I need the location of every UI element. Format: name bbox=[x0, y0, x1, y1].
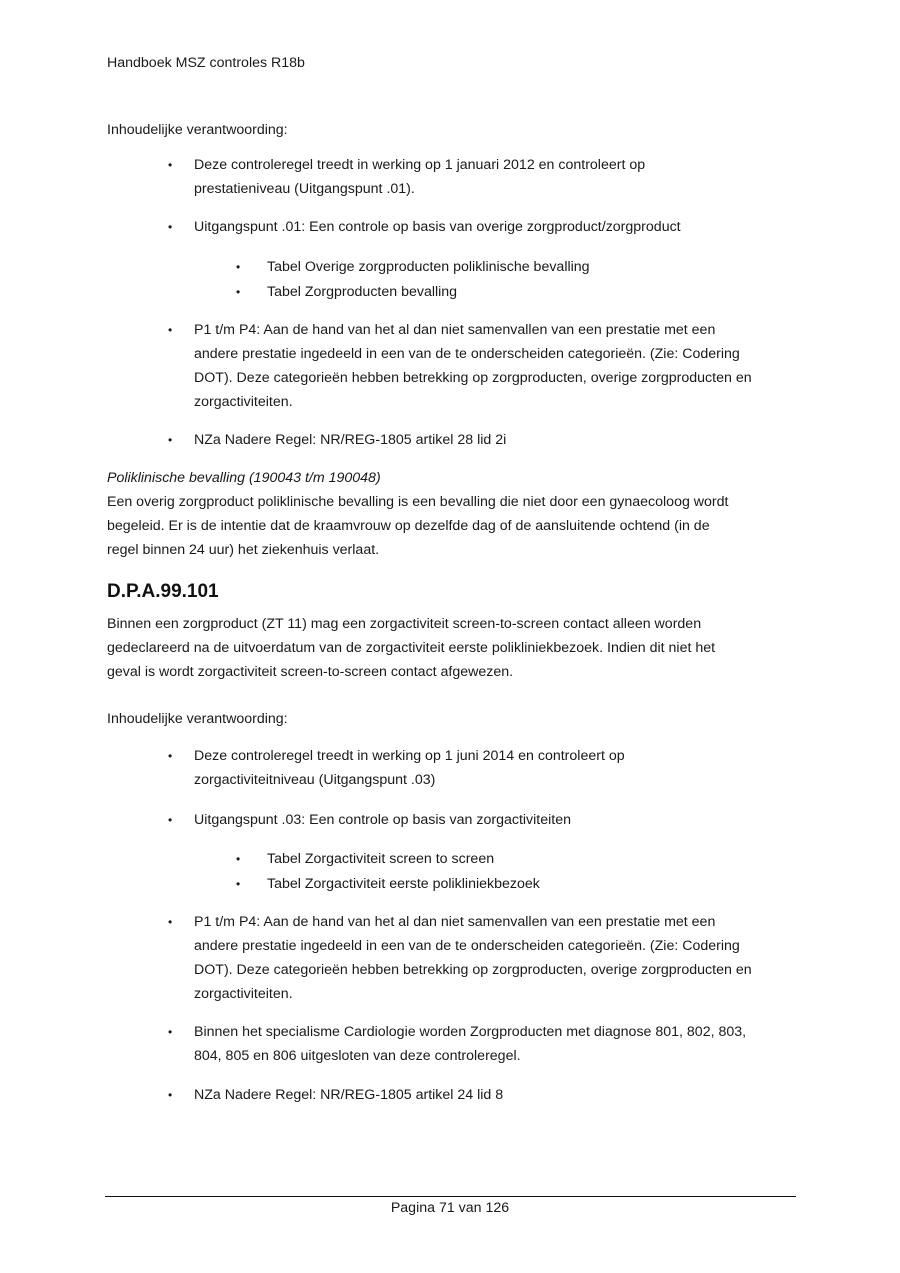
list-item bbox=[168, 808, 798, 832]
list-item bbox=[168, 910, 798, 1006]
list-item bbox=[168, 215, 798, 239]
rule-line: gedeclareerd na de uitvoerdatum van de zorgactiviteit eerste polikliniekbezoek. Indien dit niet het bbox=[107, 640, 716, 656]
sub-list-item-text: Tabel Zorgactiviteit eerste polikliniekbezoek bbox=[267, 876, 540, 892]
bullet-icon: • bbox=[236, 852, 241, 866]
list-item-text: P1 t/m P4: Aan de hand van het al dan niet samenvallen van een prestatie met een bbox=[194, 914, 716, 930]
rule-description bbox=[107, 612, 797, 684]
list-item-text: Uitgangspunt .01: Een controle op basis van overige zorgproduct/zorgproduct bbox=[194, 219, 681, 235]
bullet-icon: • bbox=[236, 285, 241, 299]
list-item-text: zorgactiviteiten. bbox=[194, 394, 293, 410]
bullet-icon: • bbox=[168, 433, 173, 447]
bullet-icon: • bbox=[236, 877, 241, 891]
list-item-text: zorgactiviteitniveau (Uitgangspunt .03) bbox=[194, 772, 436, 788]
rule-heading: D.P.A.99.101 bbox=[107, 581, 219, 602]
bullet-icon: • bbox=[168, 813, 173, 827]
list-item-text: prestatieniveau (Uitgangspunt .01). bbox=[194, 181, 415, 197]
list-item-text: zorgactiviteiten. bbox=[194, 986, 293, 1002]
list-item-text: 804, 805 en 806 uitgesloten van deze controleregel. bbox=[194, 1048, 521, 1064]
running-header: Handboek MSZ controles R18b bbox=[107, 55, 305, 71]
bullet-icon: • bbox=[168, 1025, 173, 1039]
rule-line: Binnen een zorgproduct (ZT 11) mag een zorgactiviteit screen-to-screen contact alleen worden bbox=[107, 616, 702, 632]
sub-list-item bbox=[236, 847, 796, 871]
list-item bbox=[168, 318, 798, 414]
note-paragraph bbox=[107, 490, 797, 562]
bullet-icon: • bbox=[168, 158, 173, 172]
section-label: Inhoudelijke verantwoording: bbox=[107, 122, 288, 138]
page-number: Pagina 71 van 126 bbox=[390, 1200, 510, 1216]
bullet-icon: • bbox=[168, 220, 173, 234]
sub-list-item-text: Tabel Zorgproducten bevalling bbox=[267, 284, 458, 300]
bullet-icon: • bbox=[168, 323, 173, 337]
note-line: Een overig zorgproduct poliklinische bevalling is een bevalling die niet door een gynaecoloog wordt bbox=[107, 494, 729, 510]
sub-list-item-text: Tabel Overige zorgproducten poliklinische bevalling bbox=[267, 259, 590, 275]
list-item-text: NZa Nadere Regel: NR/REG-1805 artikel 28 lid 2i bbox=[194, 432, 507, 448]
bullet-icon: • bbox=[168, 1088, 173, 1102]
list-item-text: Deze controleregel treedt in werking op 1 januari 2012 en controleert op bbox=[194, 157, 646, 173]
list-item-text: NZa Nadere Regel: NR/REG-1805 artikel 24 lid 8 bbox=[194, 1087, 504, 1103]
list-item-text: DOT). Deze categorieën hebben betrekking op zorgproducten, overige zorgproducten en bbox=[194, 962, 752, 978]
bullet-icon: • bbox=[236, 260, 241, 274]
sub-list-item bbox=[236, 255, 796, 279]
sub-list-item bbox=[236, 872, 796, 896]
rule-line: geval is wordt zorgactiviteit screen-to-screen contact afgewezen. bbox=[107, 664, 514, 680]
list-item bbox=[168, 428, 798, 452]
list-item bbox=[168, 1083, 798, 1107]
note-title: Poliklinische bevalling (190043 t/m 190048) bbox=[107, 470, 381, 486]
list-item bbox=[168, 153, 798, 201]
list-item-text: Deze controleregel treedt in werking op 1 juni 2014 en controleert op bbox=[194, 748, 625, 764]
list-item-text: DOT). Deze categorieën hebben betrekking op zorgproducten, overige zorgproducten en bbox=[194, 370, 752, 386]
list-item-text: Uitgangspunt .03: Een controle op basis van zorgactiviteiten bbox=[194, 812, 571, 828]
list-item-text: andere prestatie ingedeeld in een van de te onderscheiden categorieën. (Zie: Codering bbox=[194, 346, 740, 362]
footer-divider bbox=[105, 1196, 796, 1197]
sub-list-item-text: Tabel Zorgactiviteit screen to screen bbox=[267, 851, 495, 867]
section-label: Inhoudelijke verantwoording: bbox=[107, 711, 288, 727]
note-line: begeleid. Er is de intentie dat de kraamvrouw op dezelfde dag of de aansluitende ochtend (in de bbox=[107, 518, 710, 534]
list-item-text: andere prestatie ingedeeld in een van de te onderscheiden categorieën. (Zie: Codering bbox=[194, 938, 740, 954]
list-item bbox=[168, 1020, 798, 1068]
list-item bbox=[168, 744, 798, 792]
note-line: regel binnen 24 uur) het ziekenhuis verlaat. bbox=[107, 542, 380, 558]
bullet-icon: • bbox=[168, 915, 173, 929]
sub-list-item bbox=[236, 280, 796, 304]
list-item-text: P1 t/m P4: Aan de hand van het al dan niet samenvallen van een prestatie met een bbox=[194, 322, 716, 338]
list-item-text: Binnen het specialisme Cardiologie worden Zorgproducten met diagnose 801, 802, 803, bbox=[194, 1024, 747, 1040]
bullet-icon: • bbox=[168, 749, 173, 763]
